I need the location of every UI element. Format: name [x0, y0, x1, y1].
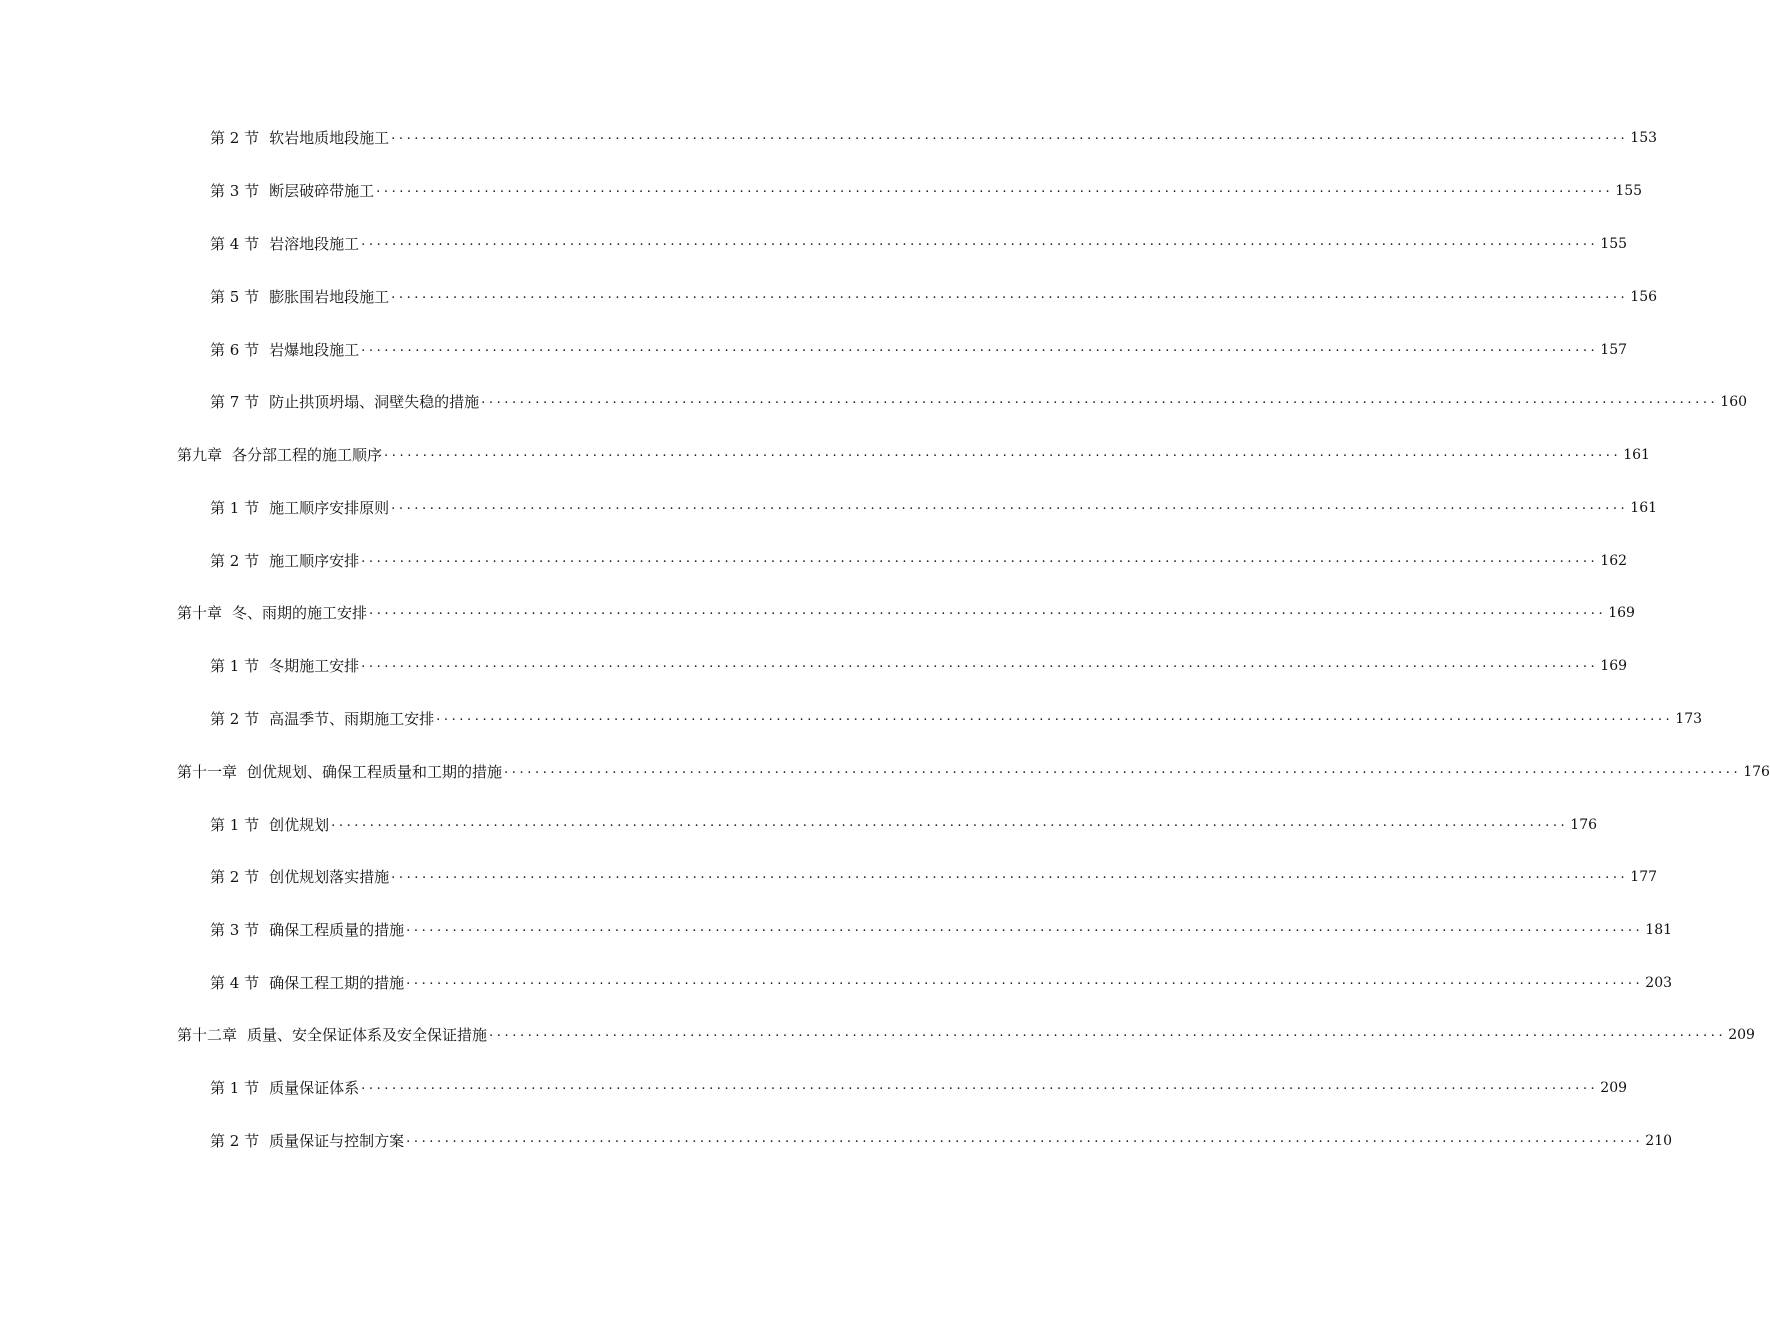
toc-entry-number: 第 1 节 [210, 499, 260, 517]
toc-entry [210, 1076, 1628, 1100]
toc-entry [210, 654, 1628, 678]
dot-leader: ................................................................................................................................................................ [391, 498, 1629, 513]
toc-entry-number: 第 2 节 [210, 129, 260, 147]
dot-leader: ................................................................................................................................................................ [391, 867, 1629, 882]
toc-entry-page: 173 [1675, 711, 1703, 727]
toc-entry-number: 第 7 节 [210, 393, 260, 411]
dot-leader: ................................................................................................................................................................ [504, 762, 1742, 777]
toc-entry-title: 岩溶地段施工 [269, 235, 360, 253]
toc-entry [210, 549, 1628, 573]
toc-entry-number: 第 2 节 [210, 710, 260, 728]
toc-entry-number: 第 5 节 [210, 288, 260, 306]
toc-entry-page: 156 [1630, 289, 1658, 305]
toc-entry [210, 865, 1658, 889]
toc-entry-title: 冬、雨期的施工安排 [232, 604, 368, 622]
dot-leader: ................................................................................................................................................................ [361, 1078, 1599, 1093]
dot-leader: ................................................................................................................................................................ [406, 1131, 1644, 1146]
toc-entry-page: 157 [1600, 342, 1628, 358]
toc-chapter-entry [177, 760, 1770, 784]
toc-entry-number: 第 1 节 [210, 816, 260, 834]
toc-chapter-entry [177, 443, 1650, 467]
toc-entry [210, 496, 1658, 520]
dot-leader: ................................................................................................................................................................ [361, 551, 1599, 566]
toc-entry-number: 第 4 节 [210, 235, 260, 253]
toc-entry [210, 126, 1658, 150]
toc-entry-page: 169 [1600, 658, 1628, 674]
dot-leader: ................................................................................................................................................................ [406, 920, 1644, 935]
toc-entry-title: 质量保证与控制方案 [269, 1132, 405, 1150]
dot-leader: ................................................................................................................................................................ [384, 445, 1622, 460]
dot-leader: ................................................................................................................................................................ [489, 1025, 1727, 1040]
toc-entry [210, 971, 1673, 995]
toc-entry-page: 177 [1630, 869, 1658, 885]
toc-entry-page: 161 [1623, 447, 1650, 463]
toc-entry-number: 第 2 节 [210, 868, 260, 886]
dot-leader: ................................................................................................................................................................ [361, 656, 1599, 671]
toc-entry-title: 断层破碎带施工 [269, 182, 375, 200]
toc-entry-page: 155 [1600, 236, 1628, 252]
dot-leader: ................................................................................................................................................................ [391, 128, 1629, 143]
toc-entry-page: 181 [1645, 922, 1673, 938]
toc-entry-number: 第 2 节 [210, 552, 260, 570]
toc-entry-number: 第九章 [177, 446, 223, 464]
toc-entry-page: 153 [1630, 130, 1658, 146]
toc-entry-page: 176 [1570, 817, 1598, 833]
dot-leader: ................................................................................................................................................................ [481, 392, 1719, 407]
toc-entry-page: 209 [1600, 1080, 1628, 1096]
toc-entry-number: 第 1 节 [210, 657, 260, 675]
toc-entry-page: 162 [1600, 553, 1628, 569]
toc-entry [210, 390, 1748, 414]
toc-entry-title: 膨胀围岩地段施工 [269, 288, 390, 306]
toc-entry-number: 第十一章 [177, 763, 238, 781]
toc-entry-title: 创优规划落实措施 [269, 868, 390, 886]
toc-entry-page: 210 [1645, 1133, 1673, 1149]
dot-leader: ................................................................................................................................................................ [369, 603, 1607, 618]
toc-entry [210, 813, 1598, 837]
toc-entry-number: 第十章 [177, 604, 223, 622]
toc-entry-page: 209 [1728, 1027, 1755, 1043]
toc-entry-number: 第 6 节 [210, 341, 260, 359]
toc-entry-title: 高温季节、雨期施工安排 [269, 710, 435, 728]
toc-entry [210, 918, 1673, 942]
dot-leader: ................................................................................................................................................................ [361, 234, 1599, 249]
toc-entry-number: 第 3 节 [210, 921, 260, 939]
toc-entry-number: 第 4 节 [210, 974, 260, 992]
toc-entry-title: 质量、安全保证体系及安全保证措施 [247, 1026, 488, 1044]
toc-entry [210, 179, 1643, 203]
toc-entry-title: 软岩地质地段施工 [269, 129, 390, 147]
toc-entry-title: 施工顺序安排原则 [269, 499, 390, 517]
toc-entry-title: 质量保证体系 [269, 1079, 360, 1097]
dot-leader: ................................................................................................................................................................ [361, 340, 1599, 355]
toc-entry-title: 创优规划 [269, 816, 330, 834]
dot-leader: ................................................................................................................................................................ [331, 815, 1569, 830]
dot-leader: ................................................................................................................................................................ [436, 709, 1674, 724]
toc-entry-title: 施工顺序安排 [269, 552, 360, 570]
toc-entry-title: 冬期施工安排 [269, 657, 360, 675]
toc-entry-title: 各分部工程的施工顺序 [232, 446, 383, 464]
toc-entry-page: 176 [1743, 764, 1770, 780]
toc-entry-number: 第十二章 [177, 1026, 238, 1044]
toc-entry-title: 创优规划、确保工程质量和工期的措施 [247, 763, 503, 781]
toc-entry [210, 707, 1703, 731]
toc-entry-title: 确保工程质量的措施 [269, 921, 405, 939]
toc-entry [210, 338, 1628, 362]
toc-entry [210, 232, 1628, 256]
toc-entry-page: 161 [1630, 500, 1658, 516]
toc-entry-page: 155 [1615, 183, 1643, 199]
toc-entry [210, 1129, 1673, 1153]
dot-leader: ................................................................................................................................................................ [376, 181, 1614, 196]
toc-entry-page: 169 [1608, 605, 1635, 621]
toc-entry-title: 防止拱顶坍塌、洞壁失稳的措施 [269, 393, 480, 411]
toc-entry-page: 160 [1720, 394, 1748, 410]
toc-entry-number: 第 1 节 [210, 1079, 260, 1097]
toc-chapter-entry [177, 1023, 1755, 1047]
toc-entry-number: 第 2 节 [210, 1132, 260, 1150]
toc-entry-number: 第 3 节 [210, 182, 260, 200]
dot-leader: ................................................................................................................................................................ [406, 973, 1644, 988]
toc-chapter-entry [177, 601, 1635, 625]
toc-entry-title: 岩爆地段施工 [269, 341, 360, 359]
toc-entry-page: 203 [1645, 975, 1673, 991]
dot-leader: ................................................................................................................................................................ [391, 287, 1629, 302]
toc-entry [210, 285, 1658, 309]
toc-entry-title: 确保工程工期的措施 [269, 974, 405, 992]
